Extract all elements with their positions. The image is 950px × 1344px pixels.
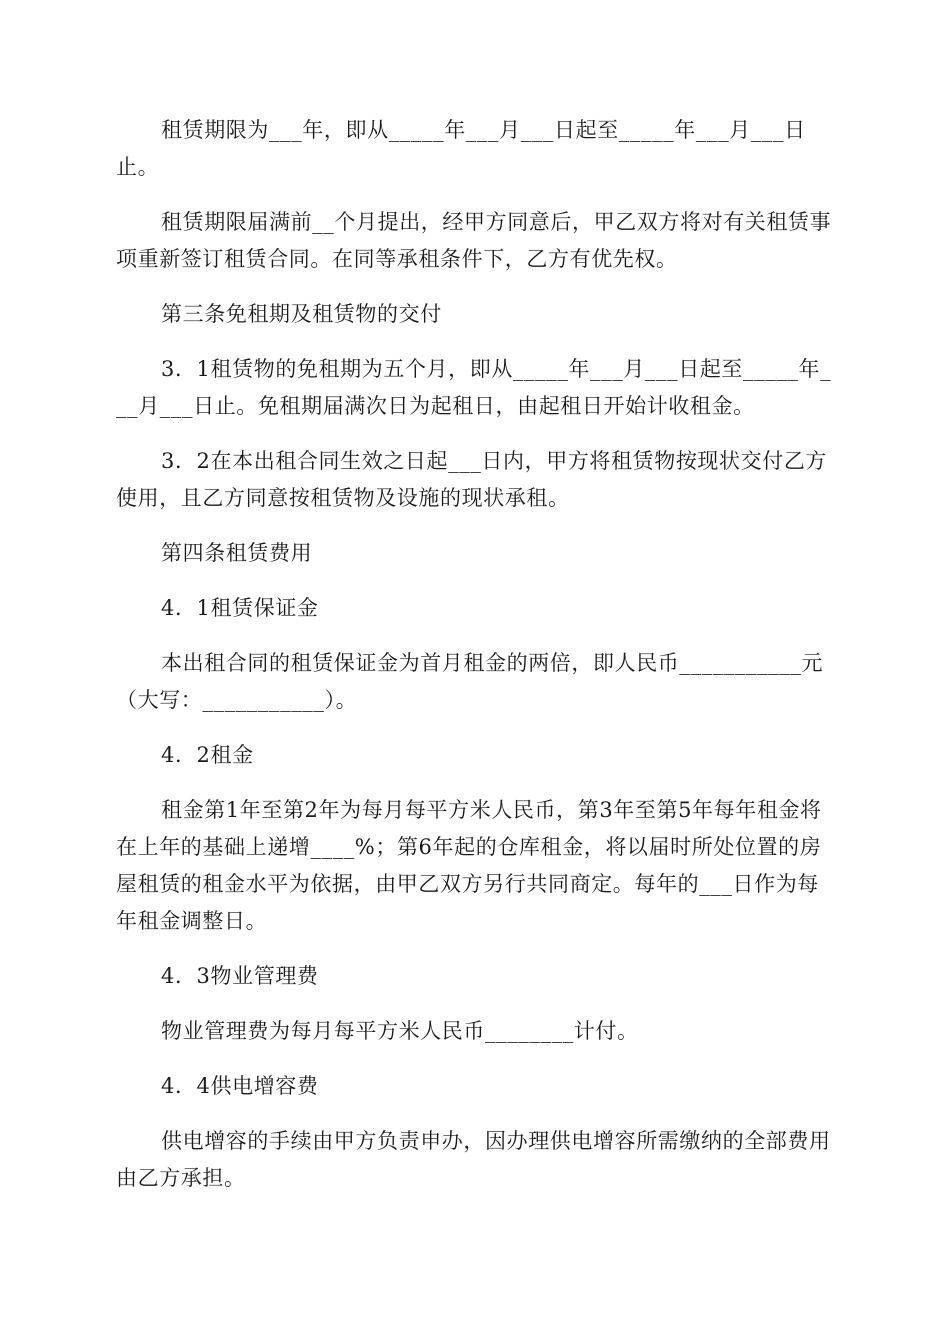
heading-4-1: 4．1租赁保证金	[161, 596, 319, 620]
heading-article-4: 第四条租赁费用	[161, 541, 313, 565]
heading-4-4: 4．4供电增容费	[161, 1074, 319, 1098]
paragraph-3-1: 3．1租赁物的免租期为五个月，即从_____年___月___日起至_____年___月___日止。免租期届满次日为起租日，由起租日开始计收租金。	[116, 357, 832, 418]
paragraph-power-capacity: 供电增容的手续由甲方负责申办，因办理供电增容所需缴纳的全部费用由乙方承担。	[116, 1129, 831, 1190]
paragraph-lease-renewal: 租赁期限届满前__个月提出，经甲方同意后，甲乙双方将对有关租赁事项重新签订租赁合同。在同等承租条件下，乙方有优先权。	[116, 210, 832, 271]
paragraph-rent: 租金第1年至第2年为每月每平方米人民币，第3年至第5年每年租金将在上年的基础上递增____%；第6年起的仓库租金，将以届时所处位置的房屋租赁的租金水平为依据，由甲乙双方另行共同商定。每年的___日作为每年租金调整日。	[116, 798, 822, 933]
paragraph-3-2: 3．2在本出租合同生效之日起___日内，甲方将租赁物按现状交付乙方使用，且乙方同意按租赁物及设施的现状承租。	[116, 449, 828, 510]
paragraph-property-fee: 物业管理费为每月每平方米人民币________计付。	[161, 1019, 639, 1043]
heading-article-3: 第三条免租期及租赁物的交付	[161, 302, 442, 326]
paragraph-deposit: 本出租合同的租赁保证金为首月租金的两倍，即人民币___________元（大写：___________）。	[116, 651, 824, 712]
heading-4-2: 4．2租金	[161, 743, 254, 767]
heading-4-3: 4．3物业管理费	[161, 964, 319, 988]
paragraph-lease-term: 租赁期限为___年，即从_____年___月___日起至_____年___月___日止。	[116, 118, 806, 179]
